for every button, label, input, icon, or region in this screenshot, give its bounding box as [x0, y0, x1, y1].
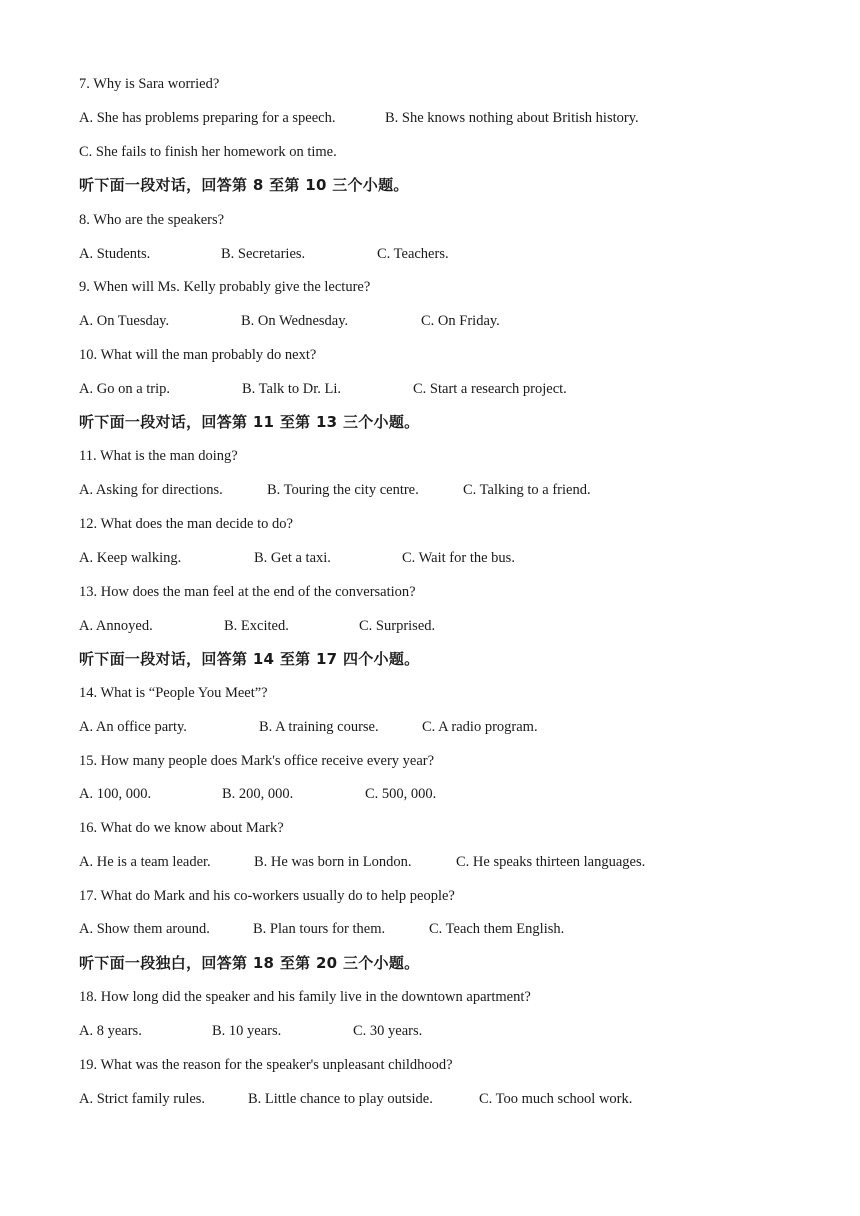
- answer-option: C. Surprised.: [359, 618, 436, 634]
- answer-option: C. Wait for the bus.: [402, 550, 515, 566]
- question-text: 12. What does the man decide to do?: [79, 516, 293, 532]
- question-text: 10. What will the man probably do next?: [79, 347, 317, 363]
- answer-option: A. An office party.: [79, 719, 187, 735]
- answer-option: C. 500, 000.: [365, 786, 437, 802]
- question-text: 7. Why is Sara worried?: [79, 76, 220, 92]
- section-heading: 听下面一段对话，回答第 8 至第 10 三个小题。: [79, 176, 409, 194]
- answer-option: B. 10 years.: [212, 1023, 282, 1039]
- question-text: 19. What was the reason for the speaker's unpleasant childhood?: [79, 1057, 453, 1073]
- answer-option: C. 30 years.: [353, 1023, 423, 1039]
- answer-option: A. She has problems preparing for a speech.: [79, 110, 336, 126]
- answer-option: B. She knows nothing about British history.: [385, 110, 639, 126]
- answer-option: B. Get a taxi.: [254, 550, 331, 566]
- answer-option: B. A training course.: [259, 719, 379, 735]
- question-text: 15. How many people does Mark's office receive every year?: [79, 753, 435, 769]
- question-text: 18. How long did the speaker and his family live in the downtown apartment?: [79, 989, 531, 1005]
- answer-option: A. On Tuesday.: [79, 313, 170, 329]
- question-text: 16. What do we know about Mark?: [79, 820, 284, 836]
- section-heading: 听下面一段对话，回答第 11 至第 13 三个小题。: [79, 413, 420, 431]
- answer-option: B. Excited.: [224, 618, 289, 634]
- answer-option: C. She fails to finish her homework on time.: [79, 144, 337, 160]
- answer-option: C. Teach them English.: [429, 921, 565, 937]
- answer-option: C. A radio program.: [422, 719, 538, 735]
- answer-option: B. 200, 000.: [222, 786, 294, 802]
- question-text: 8. Who are the speakers?: [79, 212, 225, 228]
- answer-option: C. Talking to a friend.: [463, 482, 591, 498]
- answer-option: C. He speaks thirteen languages.: [456, 854, 646, 870]
- answer-option: A. Annoyed.: [79, 618, 153, 634]
- answer-option: A. Keep walking.: [79, 550, 182, 566]
- answer-option: B. Plan tours for them.: [253, 921, 386, 937]
- answer-option: A. Show them around.: [79, 921, 210, 937]
- answer-option: B. Secretaries.: [221, 246, 306, 262]
- answer-option: A. 8 years.: [79, 1023, 142, 1039]
- section-heading: 听下面一段独白，回答第 18 至第 20 三个小题。: [79, 954, 420, 972]
- question-text: 9. When will Ms. Kelly probably give the lecture?: [79, 279, 371, 295]
- answer-option: C. Teachers.: [377, 246, 449, 262]
- answer-option: B. Touring the city centre.: [267, 482, 419, 498]
- answer-option: A. Go on a trip.: [79, 381, 171, 397]
- question-text: 13. How does the man feel at the end of the conversation?: [79, 584, 416, 600]
- answer-option: B. Talk to Dr. Li.: [242, 381, 342, 397]
- answer-option: B. Little chance to play outside.: [248, 1091, 433, 1107]
- answer-option: C. Too much school work.: [479, 1091, 633, 1107]
- answer-option: B. On Wednesday.: [241, 313, 349, 329]
- answer-option: A. 100, 000.: [79, 786, 152, 802]
- answer-option: C. On Friday.: [421, 313, 500, 329]
- answer-option: A. Asking for directions.: [79, 482, 223, 498]
- answer-option: C. Start a research project.: [413, 381, 567, 397]
- question-text: 11. What is the man doing?: [79, 448, 238, 464]
- answer-option: A. He is a team leader.: [79, 854, 211, 870]
- answer-option: A. Strict family rules.: [79, 1091, 206, 1107]
- section-heading: 听下面一段对话，回答第 14 至第 17 四个小题。: [79, 650, 420, 668]
- answer-option: A. Students.: [79, 246, 151, 262]
- question-text: 17. What do Mark and his co-workers usually do to help people?: [79, 888, 455, 904]
- answer-option: B. He was born in London.: [254, 854, 412, 870]
- question-text: 14. What is “People You Meet”?: [79, 685, 268, 701]
